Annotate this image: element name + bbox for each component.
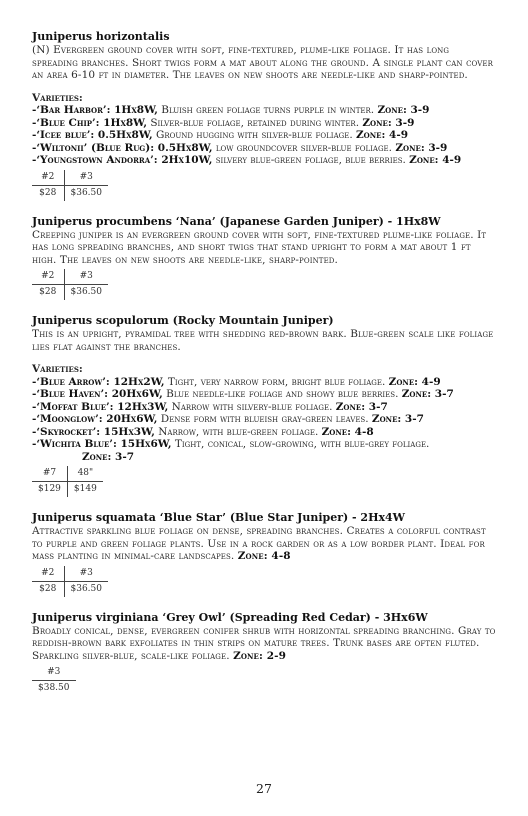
variety-zone: Zone: 4-9 xyxy=(356,129,409,141)
variety-line xyxy=(32,117,498,130)
size-cell: #7 xyxy=(32,466,67,482)
plant-description: Creeping juniper is an evergreen ground cover with soft, fine-textured plume-like foliage. It has long spreading branches, and short twigs that stand upright to form a mat about 1 ft high. The leaves on new shoots are needle-like, sharp-pointed. xyxy=(32,228,487,266)
variety-line xyxy=(32,376,498,389)
variety-name: -‘Icee blue’: 0.5Hx8W, xyxy=(32,129,153,141)
size-cell: #2 xyxy=(32,269,64,285)
plant-title: Juniperus procumbens ‘Nana’ (Japanese Garden Juniper) - 1Hx8W xyxy=(32,214,441,228)
plant-description: This is an upright, pyramidal tree with shedding red-brown bark. Blue-green scale like foliage lies flat against the branches. xyxy=(32,328,494,353)
size-cell: 48" xyxy=(67,466,102,482)
price-table xyxy=(32,665,76,696)
size-cell: #3 xyxy=(64,170,108,186)
variety-zone: Zone: 3-9 xyxy=(377,104,430,116)
price-cell: $149 xyxy=(67,482,102,498)
variety-text: Tight, very narrow form, bright blue foliage. xyxy=(164,375,389,388)
variety-text: Bluish green foliage turns purple in winter. xyxy=(157,104,378,116)
variety-line xyxy=(32,426,498,439)
variety-text: Dense form with blueish gray-green leaves. xyxy=(157,413,372,425)
variety-line xyxy=(32,401,498,414)
plant-description xyxy=(32,525,498,563)
variety-text: Narrow with silvery-blue foliage. xyxy=(168,400,336,413)
catalog-page xyxy=(32,30,498,710)
variety-name: -‘Blue Arrow’: 12Hx2W, xyxy=(32,375,165,388)
price-cell: $36.50 xyxy=(64,581,108,597)
variety-text: Narrow, with blue-green foliage. xyxy=(154,425,322,438)
variety-zone: Zone: 3-7 xyxy=(371,413,424,425)
variety-zone: Zone: 4-9 xyxy=(388,375,441,388)
variety-zone: Zone: 4-8 xyxy=(321,425,374,438)
plant-entry-juniperus-horizontalis xyxy=(32,30,498,201)
price-cell: $28 xyxy=(39,583,57,594)
variety-name: -‘Moonglow’: 20Hx6W, xyxy=(32,413,158,425)
plant-entry-juniperus-scopulorum xyxy=(32,314,498,497)
variety-line xyxy=(32,388,498,401)
variety-name: -‘Bar Harbor’: 1Hx8W, xyxy=(32,104,158,116)
price-cell: $38.50 xyxy=(38,683,70,693)
variety-line xyxy=(32,154,498,167)
price-cell: $129 xyxy=(38,484,61,494)
variety-name: -‘Skyrocket’: 15Hx3W, xyxy=(32,425,155,438)
variety-text: Blue needle-like foliage and showy blue berries. xyxy=(162,388,402,400)
plant-description: (N) Evergreen ground cover with soft, fine-textured, plume-like foliage. It has long spreading branches. Short twigs form a mat about along the ground. A single plant can cover an area 6-10 ft in diameter. The leaves on new shoots are needle-like and sharp-pointed. xyxy=(32,44,493,81)
variety-line xyxy=(32,413,498,426)
price-cell: $36.50 xyxy=(64,285,108,301)
variety-line xyxy=(32,104,498,117)
variety-text: low groundcover silver-blue foliage. xyxy=(212,141,396,154)
variety-text: Tight, conical, slow-growing, with blue-grey foliage. xyxy=(171,438,430,450)
variety-name: -‘Blue Chip’: 1Hx8W, xyxy=(32,116,147,129)
plant-description xyxy=(32,625,498,663)
size-cell: #2 xyxy=(32,170,64,186)
price-cell: $28 xyxy=(39,187,57,198)
variety-zone: Zone: 4-9 xyxy=(409,154,462,166)
variety-name: -‘Wichita Blue’: 15Hx6W, xyxy=(32,438,172,450)
variety-text: Silver-blue foliage, retained during winter. xyxy=(147,116,363,129)
variety-name: -‘Moffat Blue’: 12Hx3W, xyxy=(32,400,169,413)
price-table xyxy=(32,170,108,201)
variety-line xyxy=(32,451,498,464)
plant-title: Juniperus squamata ‘Blue Star’ (Blue Star Juniper) - 2Hx4W xyxy=(32,511,406,524)
variety-text: Ground hugging with silver-blue foliage. xyxy=(152,129,357,141)
variety-line xyxy=(32,438,498,451)
variety-zone: Zone: 3-7 xyxy=(82,450,134,463)
price-cell: $36.50 xyxy=(64,185,108,201)
price-table xyxy=(32,269,108,300)
variety-zone: Zone: 3-9 xyxy=(395,141,448,154)
variety-name: -‘Blue Haven’: 20Hx6W, xyxy=(32,388,163,400)
size-cell: #2 xyxy=(32,566,64,582)
variety-line xyxy=(32,142,498,155)
price-cell: $28 xyxy=(39,287,57,297)
plant-entry-juniperus-virginiana xyxy=(32,611,498,697)
size-cell: #3 xyxy=(64,269,108,285)
description-text: Attractive sparkling blue foliage on dense, spreading branches. Creates a colorful contrast to purple and green foliage plants. Use in a rock garden or as a low border plant. Ideal for mass planting in minimal-care landscapes. xyxy=(32,525,486,562)
description-text: Broadly conical, dense, evergreen conifer shrub with horizontal spreading branching. Gray to reddish-brown bark exfoliates in thin strips on mature trees. Trunk bases are often fluted. Sparkling silver-blue, scale-like foliage. xyxy=(32,624,496,662)
plant-title: Juniperus scopulorum (Rocky Mountain Juniper) xyxy=(32,314,334,327)
plant-title: Juniperus virginiana ‘Grey Owl’ (Spreading Red Cedar) - 3Hx6W xyxy=(32,610,428,624)
plant-title: Juniperus horizontalis xyxy=(32,30,170,43)
variety-zone: Zone: 3-7 xyxy=(401,388,454,400)
price-table xyxy=(32,566,108,597)
variety-zone: Zone: 3-9 xyxy=(362,116,415,129)
variety-name: -‘Youngstown Andorra’: 2Hx10W, xyxy=(32,154,213,166)
description-zone: Zone: 2-9 xyxy=(233,649,286,662)
size-cell: #3 xyxy=(32,665,76,681)
plant-entry-juniperus-procumbens xyxy=(32,215,498,301)
variety-text: silvery blue-green foliage, blue berries. xyxy=(212,154,410,166)
variety-name: -‘Wiltonii’ (Blue Rug): 0.5Hx8W, xyxy=(32,141,213,154)
size-cell: #3 xyxy=(64,566,108,582)
variety-line xyxy=(32,129,498,142)
price-table xyxy=(32,466,103,497)
page-number: 27 xyxy=(256,781,272,796)
varieties-heading: Varieties: xyxy=(32,363,83,375)
variety-zone: Zone: 3-7 xyxy=(335,400,388,413)
description-zone: Zone: 4-8 xyxy=(237,550,291,562)
varieties-heading: Varieties: xyxy=(32,91,83,104)
plant-entry-juniperus-squamata xyxy=(32,511,498,597)
